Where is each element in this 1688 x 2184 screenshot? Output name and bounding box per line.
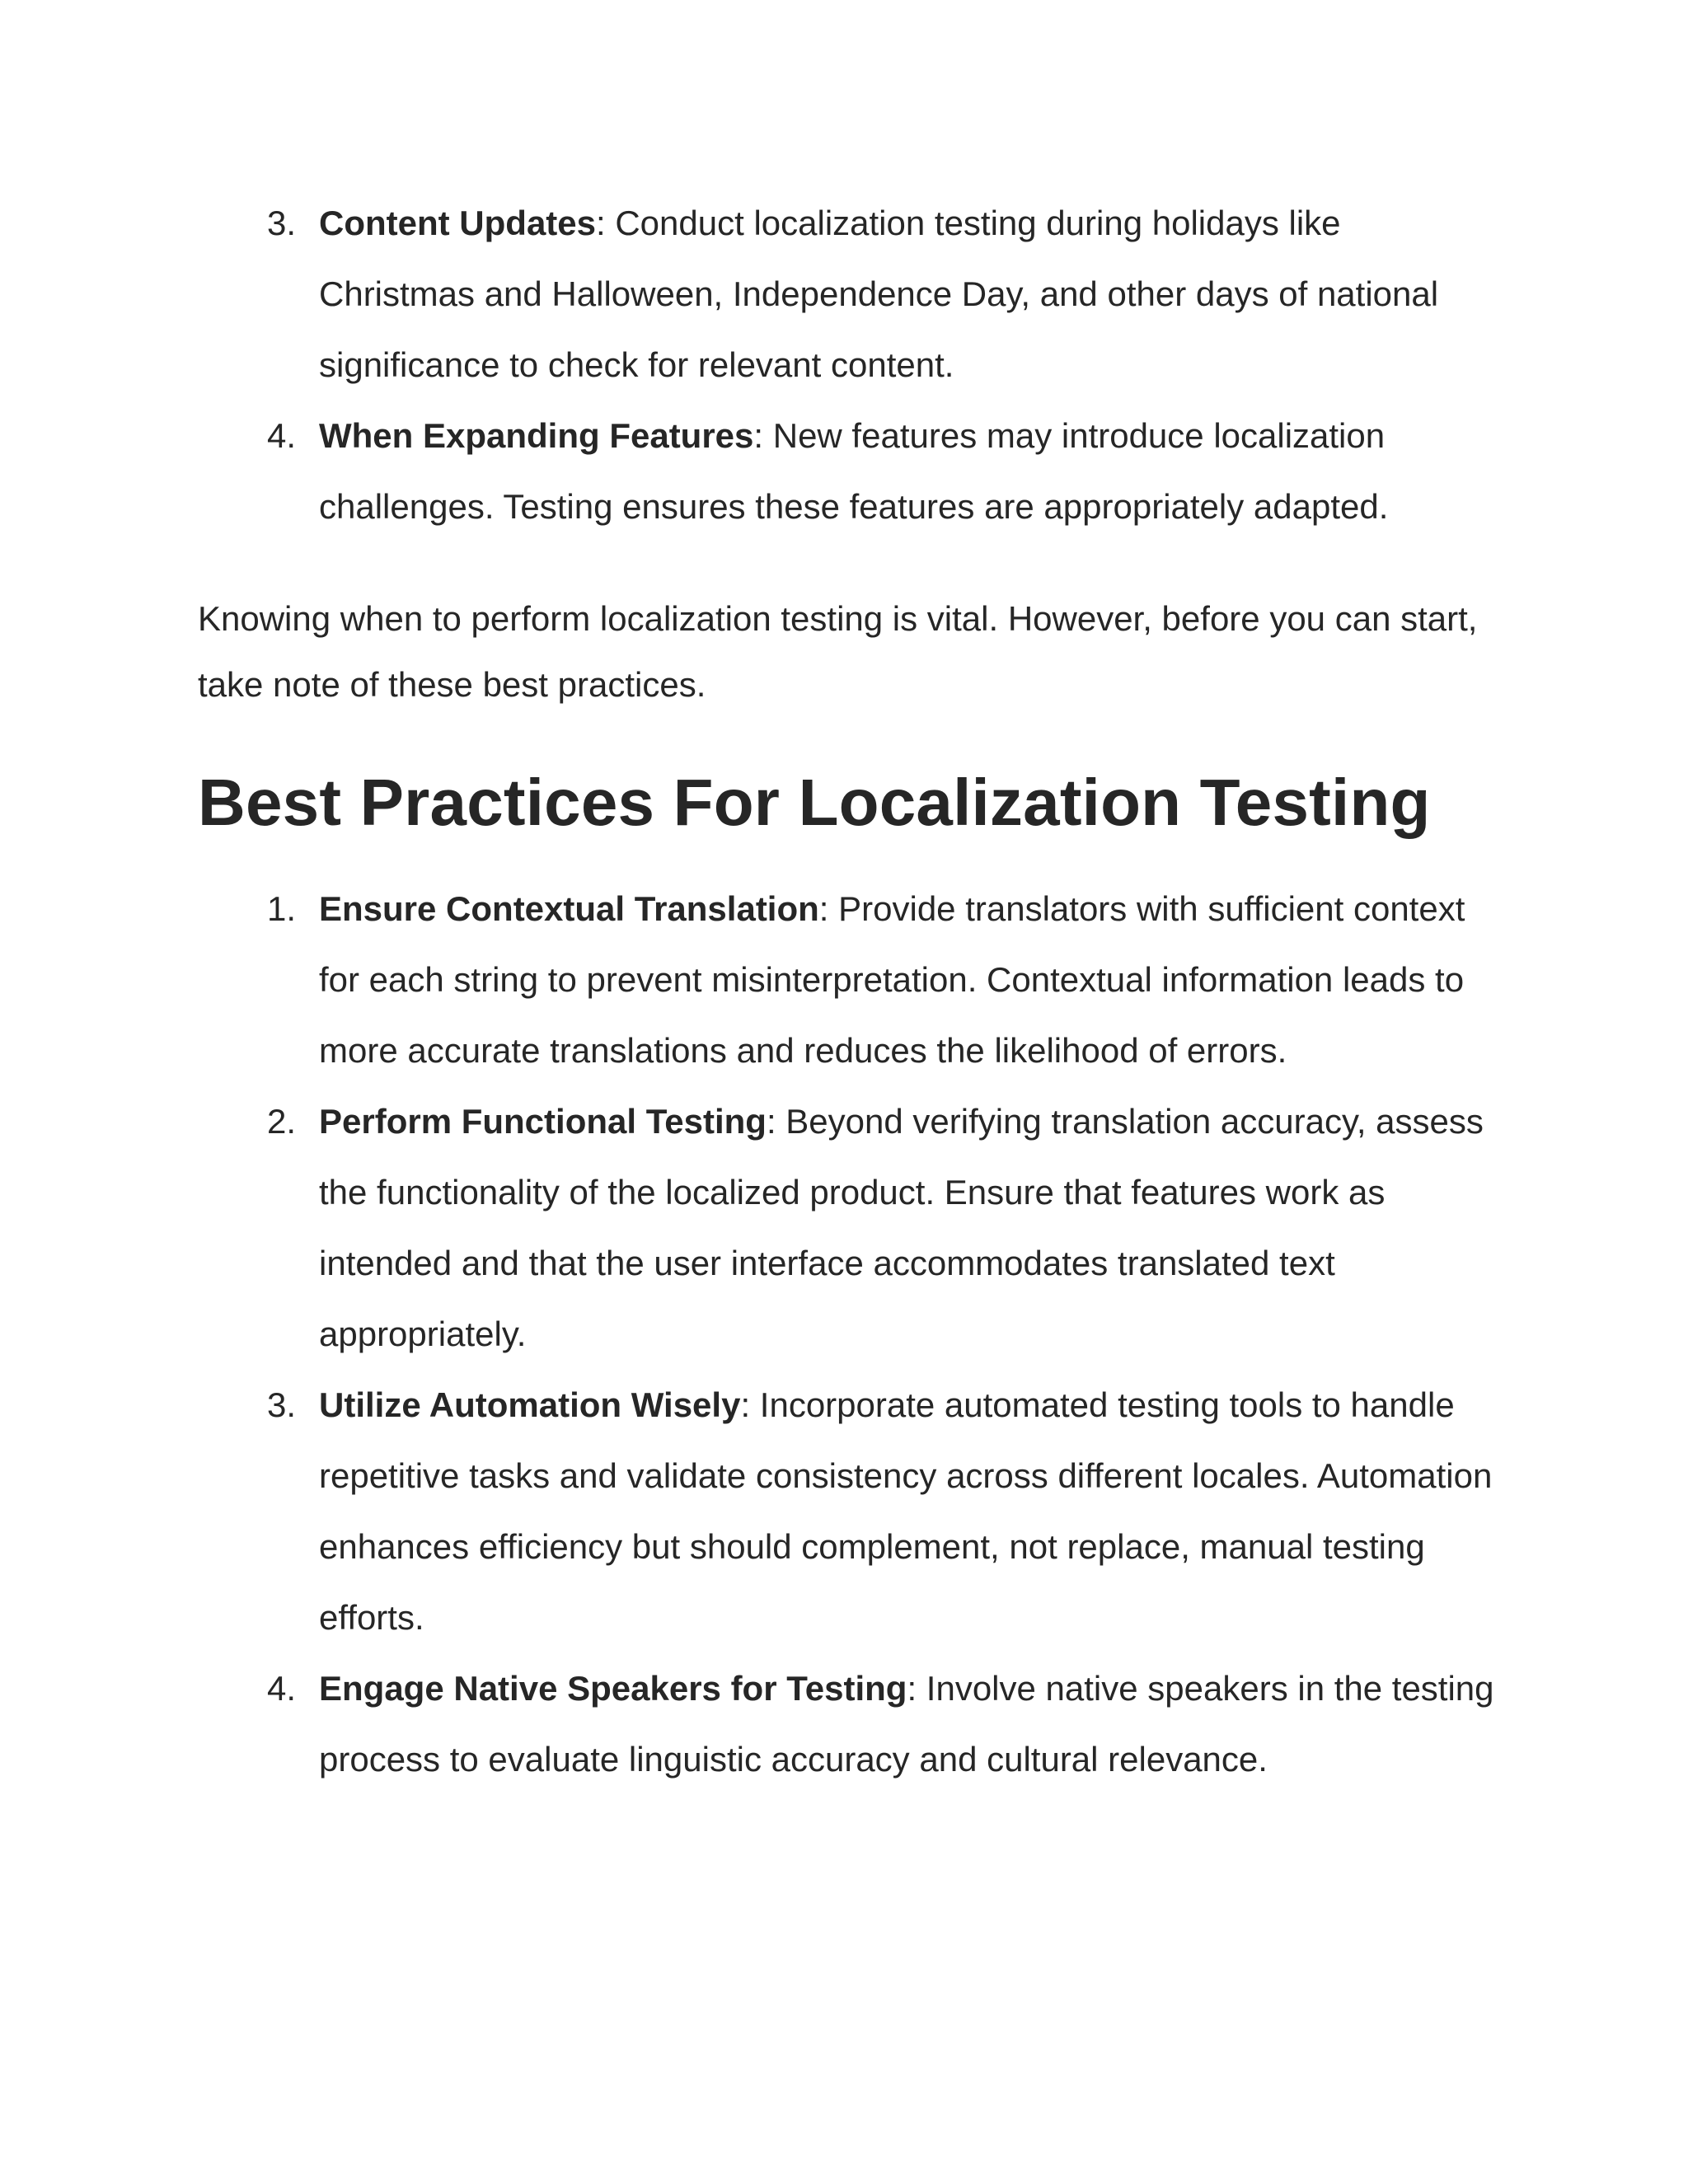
list-item-number: 4. — [267, 1669, 297, 1708]
list-item-text: : Conduct localization testing during holidays like Christmas and Halloween, Independence Day, and other days of national significance to check for relevant content. — [319, 204, 1439, 384]
list-item-text: : Incorporate automated testing tools to handle repetitive tasks and validate consistency across different locales. Automation enhances efficiency but should complement, not replace, manual testing efforts. — [319, 1385, 1493, 1637]
list-item-term: Engage Native Speakers for Testing — [319, 1669, 907, 1708]
best-practices-list — [198, 874, 1500, 1795]
list-item-number: 1. — [267, 889, 297, 928]
document-page — [198, 188, 1500, 1795]
list-item — [198, 401, 1500, 542]
list-item-term: Perform Functional Testing — [319, 1102, 767, 1141]
list-item-term: When Expanding Features — [319, 416, 754, 455]
list-item-number: 3. — [267, 204, 297, 242]
list-item — [198, 874, 1500, 1086]
section-heading: Best Practices For Localization Testing — [198, 766, 1431, 839]
list-item — [198, 188, 1500, 401]
list-item-term: Ensure Contextual Translation — [319, 889, 819, 928]
list-item-number: 2. — [267, 1102, 297, 1141]
list-item-term: Utilize Automation Wisely — [319, 1385, 741, 1424]
list-item-term: Content Updates — [319, 204, 596, 242]
list-item — [198, 1086, 1500, 1370]
list-item — [198, 1370, 1500, 1653]
list-item-text: : New features may introduce localization challenges. Testing ensures these features are appropriately adapted. — [319, 416, 1389, 526]
list-item-text: : Provide translators with sufficient context for each string to prevent misinterpretation. Contextual information leads to more accurate translations and reduces the likelihood of errors. — [319, 889, 1465, 1070]
list-item-number: 4. — [267, 416, 297, 455]
list-item — [198, 1653, 1500, 1795]
list-item-number: 3. — [267, 1385, 297, 1424]
list-item-text: : Involve native speakers in the testing process to evaluate linguistic accuracy and cultural relevance. — [319, 1669, 1494, 1779]
timing-list — [198, 188, 1500, 542]
body-paragraph: Knowing when to perform localization testing is vital. However, before you can start, take note of these best practices. — [198, 599, 1478, 704]
list-item-text: : Beyond verifying translation accuracy, assess the functionality of the localized product. Ensure that features work as intended and that the user interface accommodates translated text appropriately. — [319, 1102, 1484, 1353]
